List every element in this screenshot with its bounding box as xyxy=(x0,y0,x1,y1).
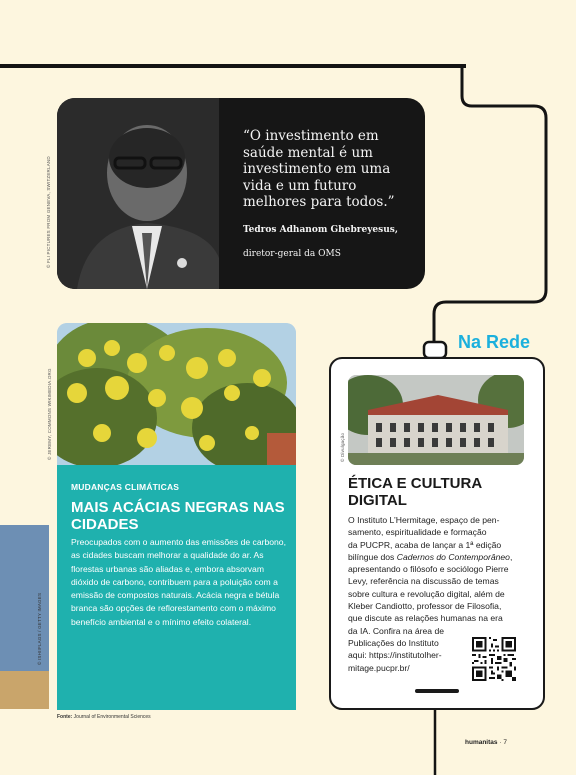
quote-card xyxy=(57,98,425,289)
news-body: Preocupados com o aumento das emissões de carbono, as cidades buscam melhorar a qualidade do ar. As florestas urbanas são aliadas e, embora absorvam dióxido de carbono, contribuem para a poluição com a emissão de compostos naturais. Acácia negra e bétula branca são opções de reflorestamento com o máximo benefício ambiental e o mínimo efeito colateral. xyxy=(71,537,286,627)
source-line xyxy=(57,714,151,720)
background-photo-strip-lower xyxy=(0,671,49,709)
portrait-photo-credit: © FLI PICTURES FROM GENEVA, SWITZERLAND xyxy=(46,156,51,268)
page-footer xyxy=(465,739,507,746)
magazine-name: humanitas xyxy=(465,739,498,746)
qr-code-icon[interactable] xyxy=(472,637,516,681)
source-label: Fonte: xyxy=(57,714,73,720)
building-photo-credit: © Divulgação xyxy=(340,432,345,462)
quote-text: “O investimento em saúde mental é um investimento em uma vida e um futuro melhores para todos.” xyxy=(243,128,395,210)
news-title: MAIS ACÁCIAS NEGRAS NAS CIDADES xyxy=(71,499,285,533)
quote-author: Tedros Adhanom Ghebreyesus, xyxy=(243,225,398,235)
acacia-tree-photo xyxy=(57,323,296,465)
phone-article-body: O Instituto L’Hermitage, espaço de pen- samento, espiritualidade e formação da PUCPR, acaba de lançar a 1ª edição bilíngue dos Cadernos do Contemporâneo, apresentando o filósofo e sociólogo Pierre Levy, referência na discussão de temas sobre cultura e revolução digital, além de Kleber Candiotto, professor de Filosofia, que discute as relações humanas na era da IA. Confira na área de Publicações do Instituto aqui: https://institutolher- mitage.pucpr.br/ xyxy=(348,515,513,673)
phone-article-title: ÉTICA E CULTURA DIGITAL xyxy=(348,475,482,509)
source-text: Journal of Environmental Sciences xyxy=(73,714,151,720)
na-rede-label: Na Rede xyxy=(458,332,531,352)
building-photo xyxy=(348,375,524,465)
portrait-photo xyxy=(57,98,219,289)
acacia-photo-credit: © JEREMY, COMMONS WIKIMEDIA.ORG xyxy=(47,368,52,460)
news-kicker: MUDANÇAS CLIMÁTICAS xyxy=(71,482,180,492)
page-number: 7 xyxy=(503,739,507,746)
quote-role: diretor-geral da OMS xyxy=(243,249,341,259)
phone-home-bar xyxy=(415,689,459,693)
side-photo-credit: © ISHIIFLAGS / GETTY IMAGES xyxy=(37,592,42,665)
footer-separator: · xyxy=(499,739,502,746)
